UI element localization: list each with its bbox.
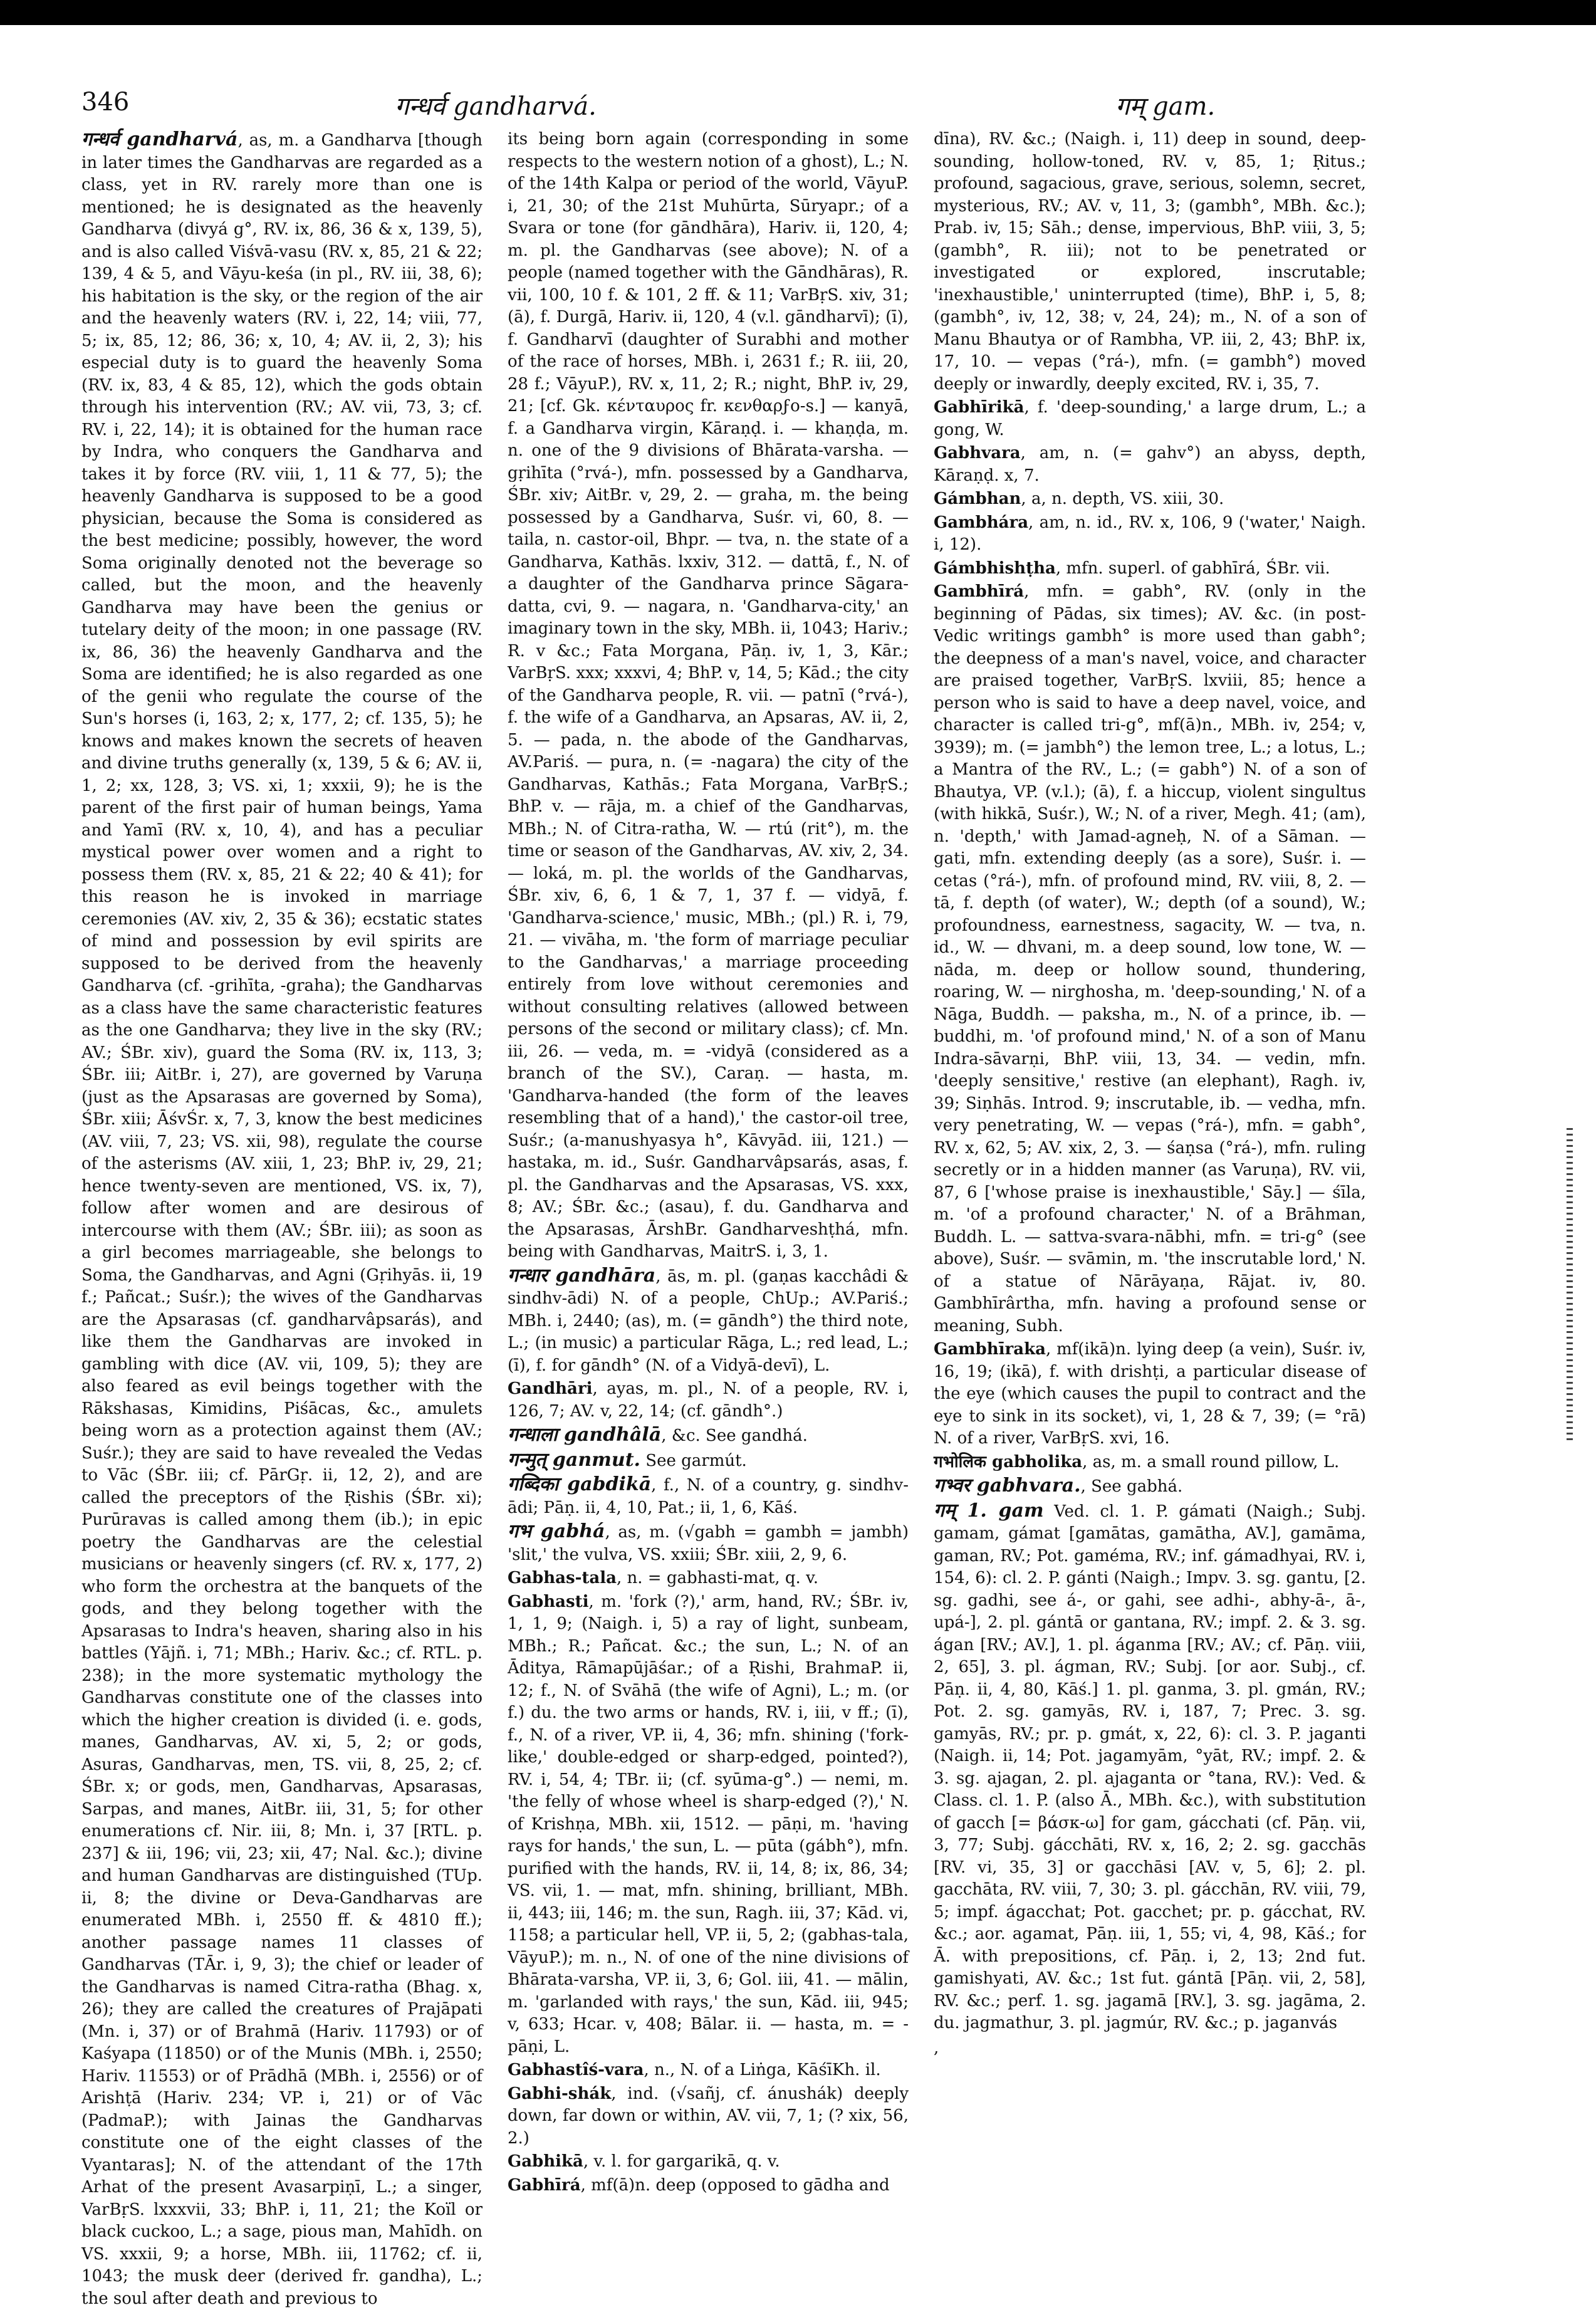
dictionary-entry: गभ gabhá, as, m. (√gabh = gambh = jambh) 'slit,' the vulva, VS. xxiii; ŚBr. xiii, 2, 9, 6.: [508, 1520, 909, 1564]
dictionary-entry: Gabhas-tala, n. = gabhasti-mat, q. v.: [508, 1569, 818, 1587]
entry-text: mf(ā)n. deep (opposed to gādha and: [591, 2175, 890, 2195]
dictionary-entry-continued: [508, 128, 909, 1263]
dictionary-entry: Gámbhishṭha, mfn. superl. of gabhīrá, ŚBr. vii.: [934, 558, 1330, 578]
entry-text: Ved. cl. 1. P. gámati (Naigh.; Subj. gamam, gámat [gamātas, gamātha, AV.], gamāma, gaman, RV.; Pot. gaméma, RV.; inf. gámadhyai, RV. i, 154, 6): cl. 2. P. gánti (Naigh.; Impv. 3. sg. gantu, [2. sg. gadhi, see á-, or gahi, see adhi-, abhy-ā-, ā-, upá-], 2. pl. gántā or gantana, RV.; impf. 2. & 3. sg. ágan [RV.; AV.], 1. pl. áganma [RV.; AV.; cf. Pāṇ. viii, 2, 65], 3. pl. ágman, RV.; Subj. [or aor. Subj., cf. Pāṇ. ii, 4, 80, Kāś.] 1. pl. ganma, 3. pl. gmán, RV.; Pot. 2. sg. gamyās, RV. i, 187, 7; Prec. 3. sg. gamyās, RV.; pr. p. gmát, x, 22, 6): cl. 3. P. jaganti (Naigh. ii, 14; Pot. jagamyām, °yāt, RV.; impf. 2. & 3. sg. ajagan, 2. pl. ajaganta or °tana, RV.): Ved. & Class. cl. 1. P. (also Ā., MBh. &c.), with substitution of gacch [= βάσκ-ω] for gam, gácchati (cf. Pāṇ. vii, 3, 77; Subj. gácchāti, RV. x, 16, 2; 2. sg. gacchās [RV. vi, 35, 3] or gacchāsi [AV. v, 5, 6]; 2. pl. gacchāta, RV. viii, 7, 30; 3. pl. gácchān, RV. viii, 79, 5; impf. ágacchat; Pot. gacchet; pr. p. gácchat, RV. &c.; aor. agamat, Pāṇ. iii, 1, 55; vi, 4, 98, Kāś.; for Ā. with prepositions, cf. Pāṇ. i, 2, 13; 2nd fut. gamishyati, AV. &c.; 1st fut. gántā [Pāṇ. vii, 2, 58], RV. &c.; perf. 1. sg. jagamā [RV.], 3. sg. jagāma, 2. du. jagmathur, 3. pl. jagmúr, RV. &c.; p. jaganvás: [934, 1502, 1366, 2032]
entry-headword: गब्दिका gabdikā: [508, 1473, 652, 1495]
entry-headword: गन्धर्व gandharvá: [81, 128, 238, 150]
entry-text: m. 'fork (?),' arm, hand, RV.; ŚBr. iv, 1, 1, 9; (Naigh. i, 5) a ray of light, sunbeam, MBh.; R.; Pañcat. &c.; the sun, L.; N. of an Āditya, Rāmapūjāśar.; of a Ṛishi, BrahmaP. ii, 12; f., N. of Svāhā (the wife of Agni), L.; m. (or f.) du. the two arms or hands, RV. i, iii, v ff.; (ī), f., N. of a river, VP. ii, 4, 36; mfn. shining ('fork-like,' double-edged or sharp-edged, pointed?), RV. i, 54, 4; TBr. ii; (cf. syūma-g°.) — nemi, m. 'the felly of whose wheel is sharp-edged (?),' N. of Krishṇa, MBh. xii, 1512. — pāṇi, m. 'having rays for hands,' the sun, L. — pūta (gábh°), mfn. purified with the hands, RV. ii, 14, 8; ix, 86, 34; VS. vii, 1. — mat, mfn. shining, brilliant, MBh. ii, 443; iii, 146; m. the sun, Ragh. iii, 37; Kād. vi, 1158; a particular hell, VP. ii, 5, 2; (gabhas-tala, VāyuP.); m. n., N. of one of the nine divisions of Bhārata-varsha, VP. ii, 3, 6; Gol. iii, 41. — mālin, m. 'garlanded with rays,' the sun, Kād. iii, 945; v, 633; Hcar. v, 408; Bālar. ii. — hasta, m. = -pāṇi, L.: [508, 1592, 909, 2056]
dictionary-entry-continued: [934, 128, 1366, 395]
entry-headword: Gabhasti: [508, 1592, 589, 1611]
left-running-head: गन्धर्व gandharvá.: [395, 92, 597, 121]
dictionary-entry: Gabhīrá, mf(ā)n. deep (opposed to gādha and: [508, 2175, 890, 2195]
entry-text: mfn. = gabh°, RV. (only in the beginning of Pādas, six times); AV. &c. (in post-Vedic writings gambh° is more used than gabh°; the deepness of a man's navel, voice, and character are praised together, VarBṛS. lxviii, 85; hence a person who is said to have a deep navel, voice, and character is called tri-g°, mf(ā)n., MBh. iv, 254; v, 3939); m. (= jambh°) the lemon tree, L.; a lotus, L.; a Mantra of the RV., L.; (= gabh°) N. of a son of Bhautya, VP. (v.l.); (ā), f. a hiccup, violent singultus (with hikkā, Suśr.), W.; N. of a river, Megh. 41; (am), n. 'depth,' with Jamad-agneḥ, N. of a Sāman. — gati, mfn. extending deeply (as a sore), Suśr. i. — cetas (°rá-), mfn. of profound mind, RV. viii, 8, 2. — tā, f. depth (of water), W.; depth (of a sound), W.; profoundness, earnestness, sagacity, W. — tva, n. id., W. — dhvani, m. a deep sound, low tone, W. — nāda, m. deep or hollow sound, thundering, roaring, W. — nirghosha, m. 'deep-sounding,' N. of a Nāga, Buddh. — paksha, m., N. of a prince, ib. — buddhi, m. 'of profound mind,' N. of a son of Manu Indra-sāvarṇi, BhP. viii, 13, 34. — vedin, mfn. 'deeply sensitive,' restive (an elephant), Ragh. iv, 39; Siṇhās. Introd. 9; inscrutable, ib. — vedha, mfn. very penetrating, W. — vepas (°rá-), mfn. = gabh°, RV. x, 62, 5; AV. xix, 2, 3. — śaṇsa (°rá-), mfn. ruling secretly or in a hidden manner (as Varuṇa), RV. vii, 87, 6 ['whose praise is inexhaustible,' Sāy.] — śīla, m. 'of a profound character,' N. of a Brāhman, Buddh. L. — sattva-svara-nābhi, mfn. = tri-g° (see above), Suśr. — svāmin, m. 'the inscrutable lord,' N. of a statue of Nārāyaṇa, Rājat. iv, 80. Gambhīrârtha, mfn. having a profound sense or meaning, Subh.: [934, 582, 1366, 1335]
dictionary-entry: गन्धार gandhāra, ās, m. pl. (gaṇas kacchâdi & sindhv-ādi) N. of a people, ChUp.; AV.Pariś.; MBh. i, 2440; (as), m. (= gāndh°) the third note, L.; (in music) a particular Rāga, L.; red lead, L.; (ī), f. for gāndh° (N. of a Vidyā-devī), L.: [508, 1264, 909, 1375]
scan-edge-mark: [1567, 1128, 1573, 1441]
entry-headword: गभ gabhá: [508, 1520, 605, 1542]
dictionary-entry: गन्धर्व gandharvá, as, m. a Gandharva [though in later times the Gandharvas are regarded as a class, yet in RV. rarely more than one is mentioned; he is designated as the heavenly Gandharva (divyá g°, RV. ix, 86, 36 & x, 139, 5), and is also called Viśvā-vasu (RV. x, 85, 21 & 22; 139, 4 & 5, and Vāyu-keśa (in pl., RV. iii, 38, 6); his habitation is the sky, or the region of the air and the heavenly waters (RV. i, 22, 14; viii, 77, 5; ix, 85, 12; 86, 36; x, 10, 4; AV. ii, 2, 3); his especial duty is to guard the heavenly Soma (RV. ix, 83, 4 & 85, 12), which the gods obtain through his intervention (RV.; AV. vii, 73, 3; cf. RV. i, 22, 14); it is obtained for the human race by Indra, who conquers the Gandharva and takes it by force (RV. viii, 1, 11 & 77, 5); the heavenly Gandharva is supposed to be a good physician, because the Soma is considered as the best medicine; possibly, however, the word Soma originally denoted not the beverage so called, but the moon, and the heavenly Gandharva may have been the genius or tutelary deity of the moon; in one passage (RV. ix, 86, 36) the heavenly Gandharva and the Soma are identified; he is also regarded as one of the genii who regulate the course of the Sun's horses (i, 163, 2; x, 177, 2; cf. 135, 5); he knows and makes known the secrets of heaven and divine truths generally (x, 139, 5 & 6; AV. ii, 1, 2; xx, 128, 3; VS. xi, 1; xxxii, 9); he is the parent of the first pair of human beings, Yama and Yamī (RV. x, 10, 4), and has a peculiar mystical power over women and a right to possess them (RV. x, 85, 21 & 22; 40 & 41); for this reason he is invoked in marriage ceremonies (AV. xiv, 2, 35 & 36); ecstatic states of mind and possession by evil spirits are supposed to be derived from the heavenly Gandharva (cf. -grihīta, -graha); the Gandharvas as a class have the same characteristic features as the one Gandharva; they live in the sky (RV.; AV.; ŚBr. xiv), guard the Soma (RV. ix, 113, 3; ŚBr. iii; AitBr. i, 27), are governed by Varuṇa (just as the Apsarasas are governed by Soma), ŚBr. xiii; ĀśvŚr. x, 7, 3, know the best medicines (AV. viii, 7, 23; VS. xii, 98), regulate the course of the asterisms (AV. xiii, 1, 23; BhP. iv, 29, 21; hence twenty-seven are mentioned, VS. ix, 7), follow after women and are desirous of intercourse with them (AV.; ŚBr. iii); as soon as a girl becomes marriageable, she belongs to Soma, the Gandharvas, and Agni (Gṛihyās. ii, 19 f.; Pañcat.; Suśr.); the wives of the Gandharvas are the Apsarasas (cf. gandharvâpsarás), and like them the Gandharvas are invoked in gambling with dice (AV. vii, 109, 5); they are also feared as evil beings together with the Rākshasas, Kimidins, Piśācas, &c., amulets being worn as a protection against them (AV.; Suśr.); they are said to have revealed the Vedas to Vāc (ŚBr. iii; cf. PārGṛ. ii, 12, 2), and are called the preceptors of the Ṛishis (ŚBr. xi); Purūravas is called among them (ib.); in epic poetry the Gandharvas are the celestial musicians or heavenly singers (cf. RV. x, 177, 2) who form the orchestra at the banquets of the gods, and they belong together with the Apsarasas to Indra's heaven, sharing also in his battles (Yājñ. i, 71; MBh.; Hariv. &c.; cf. RTL. p. 238); in the more systematic mythology the Gandharvas constitute one of the classes into which the higher creation is divided (i. e. gods, manes, Gandharvas, AV. xi, 5, 2; or gods, Asuras, Gandharvas, men, TS. vii, 8, 25, 2; cf. ŚBr. x; or gods, men, Gandharvas, Apsarasas, Sarpas, and manes, AitBr. iii, 31, 5; for other enumerations cf. Nir. iii, 8; Mn. i, 37 [RTL. p. 237] & iii, 196; vii, 23; xii, 47; Nal. &c.); divine and human Gandharvas are distinguished (TUp. ii, 8; the divine or Deva-Gandharvas are enumerated MBh. i, 2550 ff. & 4810 ff.); another passage names 11 classes of Gandharvas (TĀr. i, 9, 3); the chief or leader of the Gandharvas is named Citra-ratha (Bhag. x, 26); they are called the creatures of Prajāpati (Mn. i, 37) or of Brahmā (Hariv. 11793) or of Kaśyapa (11850) or of the Munis (MBh. i, 2550; Hariv. 11553) or of Prādhā (MBh. i, 2556) or of Arishṭā (Hariv. 234; VP. i, 21) or of Vāc (PadmaP.); with Jainas the Gandharvas constitute one of the eight classes of the Vyantaras]; N. of the attendant of the 17th Arhat of the present Avasarpiṇī, L.; a singer, VarBṛS. lxxxvii, 33; BhP. i, 11, 21; the Koïl or black cuckoo, L.; a sage, pious man, Mahīdh. on VS. xxxii, 9; a horse, MBh. iii, 11762; cf. ii, 1043; the musk deer (derived fr. gandha), L.; the soul after death and previous to: [81, 128, 483, 2308]
entry-headword: गम् 1. gam: [934, 1499, 1044, 1522]
entry-text: ās, m. pl. (gaṇas kacchâdi & sindhv-ādi) N. of a people, ChUp.; AV.Pariś.; MBh. i, 2440; (as), m. (= gāndh°) the third note, L.; (in music) a particular Rāga, L.; red lead, L.; (ī), f. for gāndh° (N. of a Vidyā-devī), L.: [508, 1267, 909, 1375]
entry-headword: Gambhīrá: [934, 582, 1025, 601]
entry-text: am, n. (= gahv°) an abyss, depth, Kāraṇḍ. x, 7.: [934, 444, 1366, 485]
entry-text: mfn. superl. of gabhīrá, ŚBr. vii.: [1066, 558, 1330, 578]
dictionary-entry: Gambhára, am, n. id., RV. x, 106, 9 ('water,' Naigh. i, 12).: [934, 513, 1366, 554]
entry-text: am, n. id., RV. x, 106, 9 ('water,' Naigh. i, 12).: [934, 513, 1366, 554]
entry-text: &c. See gandhá.: [671, 1426, 808, 1445]
entry-text: n. = gabhasti-mat, q. v.: [627, 1569, 818, 1587]
entry-text: as, m. a small round pillow, L.: [1092, 1452, 1340, 1471]
entry-headword: गन्धार gandhāra: [508, 1264, 656, 1287]
entry-text: See garmút.: [645, 1451, 747, 1470]
entry-headword: गभोलिक gabholika: [934, 1452, 1083, 1471]
entry-text: a, n. depth, VS. xiii, 30.: [1031, 489, 1224, 508]
entry-text: See gabhá.: [1091, 1477, 1183, 1496]
dictionary-entry: Gabhi-shák, ind. (√sañj, cf. ánushák) deeply down, far down or within, AV. vii, 7, 1; (? xix, 56, 2.): [508, 2084, 909, 2148]
entry-headword: Gambhīraka: [934, 1340, 1046, 1359]
dictionary-entry: Gabhikā, v. l. for gargarikā, q. v.: [508, 2152, 780, 2171]
dictionary-entry: Gambhīraka, mf(ikā)n. lying deep (a vein), Suśr. iv, 16, 19; (ikā), f. with drishṭi, a particular disease of the eye (which causes the pupil to contract and the eye to sink in its socket), vi, 1, 28 & 7, 39; (= °rā) N. of a river, VarBṛS. xvi, 16.: [934, 1340, 1366, 1448]
dictionary-entry: Gabhvara, am, n. (= gahv°) an abyss, depth, Kāraṇḍ. x, 7.: [934, 444, 1366, 485]
dictionary-entry: Gabhasti, m. 'fork (?),' arm, hand, RV.; ŚBr. iv, 1, 1, 9; (Naigh. i, 5) a ray of light, sunbeam, MBh.; R.; Pañcat. &c.; the sun, L.; N. of an Āditya, Rāmapūjāśar.; of a Ṛishi, BrahmaP. ii, 12; f., N. of Svāhā (the wife of Agni), L.; m. (or f.) du. the two arms or hands, RV. i, iii, v ff.; (ī), f., N. of a river, VP. ii, 4, 36; mfn. shining ('fork-like,' double-edged or sharp-edged, pointed?), RV. i, 54, 4; TBr. ii; (cf. syūma-g°.) — nemi, m. 'the felly of whose wheel is sharp-edged (?),' N. of Krishṇa, MBh. xii, 1512. — pāṇi, m. 'having rays for hands,' the sun, L. — pūta (gábh°), mfn. purified with the hands, RV. ii, 14, 8; ix, 86, 34; VS. vii, 1. — mat, mfn. shining, brilliant, MBh. ii, 443; iii, 146; m. the sun, Ragh. iii, 37; Kād. vi, 1158; a particular hell, VP. ii, 5, 2; (gabhas-tala, VāyuP.); m. n., N. of one of the nine divisions of Bhārata-varsha, VP. ii, 3, 6; Gol. iii, 41. — mālin, m. 'garlanded with rays,' the sun, Kād. iii, 945; v, 633; Hcar. v, 408; Bālar. ii. — hasta, m. = -pāṇi, L.: [508, 1592, 909, 2056]
dictionary-entry: Gandhāri, ayas, m. pl., N. of a people, RV. i, 126, 7; AV. v, 22, 14; (cf. gāndh°.): [508, 1379, 909, 1421]
entry-headword: Gabhīrá: [508, 2175, 581, 2195]
entry-text: n., N. of a Liṅga, KāśīKh. il.: [654, 2061, 881, 2079]
entry-headword: Gabhvara: [934, 444, 1021, 463]
entry-text: dīna), RV. &c.; (Naigh. i, 11) deep in sound, deep-sounding, hollow-toned, RV. v, 85, 1; Ṛitus.; profound, sagacious, grave, serious, solemn, secret, mysterious, RV.; AV. v, 11, 3; (gambh°, MBh. &c.); Prab. iv, 15; Sāh.; dense, impervious, BhP. viii, 3, 5; (gambh°, R. iii); not to be penetrated or investigated or explored, inscrutable; 'inexhaustible,' uninterrupted (time), BhP. i, 5, 8; (gambh°, iv, 12, 38; v, 24, 24); m., N. of a son of Manu Bhautya or of Rambha, VP. iii, 2, 43; BhP. ix, 17, 10. — vepas (°rá-), mfn. (= gambh°) moved deeply or inwardly, deeply excited, RV. i, 35, 7.: [934, 130, 1366, 394]
entry-text: as, m. (√gabh = gambh = jambh) 'slit,' the vulva, VS. xxiii; ŚBr. xiii, 2, 9, 6.: [508, 1523, 909, 1564]
dictionary-entry: Gambhīrá, mfn. = gabh°, RV. (only in the beginning of Pādas, six times); AV. &c. (in post-Vedic writings gambh° is more used than gabh°; the deepness of a man's navel, voice, and character are praised together, VarBṛS. lxviii, 85; hence a person who is said to have a deep navel, voice, and character is called tri-g°, mf(ā)n., MBh. iv, 254; v, 3939); m. (= jambh°) the lemon tree, L.; a lotus, L.; a Mantra of the RV., L.; (= gabh°) N. of a son of Bhautya, VP. (v.l.); (ā), f. a hiccup, violent singultus (with hikkā, Suśr.), W.; N. of a river, Megh. 41; (am), n. 'depth,' with Jamad-agneḥ, N. of a Sāman. — gati, mfn. extending deeply (as a sore), Suśr. i. — cetas (°rá-), mfn. of profound mind, RV. viii, 8, 2. — tā, f. depth (of water), W.; depth (of a sound), W.; profoundness, earnestness, sagacity, W. — tva, n. id., W. — dhvani, m. a deep sound, low tone, W. — nāda, m. deep or hollow sound, thundering, roaring, W. — nirghosha, m. 'deep-sounding,' N. of a Nāga, Buddh. — paksha, m., N. of a prince, ib. — buddhi, m. 'of profound mind,' N. of a son of Manu Indra-sāvarṇi, BhP. viii, 13, 34. — vedin, mfn. 'deeply sensitive,' restive (an elephant), Ragh. iv, 39; Siṇhās. Introd. 9; inscrutable, ib. — vedha, mfn. very penetrating, W. — vepas (°rá-), mfn. = gabh°, RV. x, 62, 5; AV. xix, 2, 3. — śaṇsa (°rá-), mfn. ruling secretly or in a hidden manner (as Varuṇa), RV. vii, 87, 6 ['whose praise is inexhaustible,' Sāy.] — śīla, m. 'of a profound character,' N. of a Brāhman, Buddh. L. — sattva-svara-nābhi, mfn. = tri-g° (see above), Suśr. — svāmin, m. 'the inscrutable lord,' N. of a statue of Nārāyaṇa, Rājat. iv, 80. Gambhīrârtha, mfn. having a profound sense or meaning, Subh.: [934, 582, 1366, 1335]
entry-headword: गन्धाला gandhâlā: [508, 1424, 662, 1446]
entry-text: ind. (√sañj, cf. ánushák) deeply down, far down or within, AV. vii, 7, 1; (? xix, 56, 2.): [508, 2084, 909, 2148]
dictionary-entry: [934, 1500, 1366, 2035]
running-header: [81, 88, 1523, 125]
entry-headword: Gabhīrikā: [934, 398, 1025, 417]
dictionary-entry: Gámbhan, a, n. depth, VS. xiii, 30.: [934, 489, 1224, 508]
dictionary-entry: गब्दिका gabdikā, f., N. of a country, g. sindhv-ādi; Pāṇ. ii, 4, 10, Pat.; ii, 1, 6, Kāś.: [508, 1473, 909, 1517]
entry-headword: Gabhastîś-vara: [508, 2061, 644, 2079]
column-1: [81, 128, 483, 2308]
entry-text: f. 'deep-sounding,' a large drum, L.; a gong, W.: [934, 398, 1367, 439]
entry-headword: गभ्वर gabhvara.: [934, 1475, 1081, 1497]
dictionary-entry: गन्धाला gandhâlā, &c. See gandhá.: [508, 1424, 808, 1446]
column-3: [934, 128, 1367, 2057]
entry-text: mf(ikā)n. lying deep (a vein), Suśr. iv, 16, 19; (ikā), f. with drishṭi, a particular disease of the eye (which causes the pupil to contract and the eye to sink in its socket), vi, 1, 28 & 7, 39; (= °rā) N. of a river, VarBṛS. xvi, 16.: [934, 1340, 1366, 1448]
entry-headword: Gabhas-tala: [508, 1569, 617, 1587]
entry-text: v. l. for gargarikā, q. v.: [593, 2152, 780, 2171]
entry-text: ayas, m. pl., N. of a people, RV. i, 126, 7; AV. v, 22, 14; (cf. gāndh°.): [508, 1379, 909, 1421]
dictionary-entry: गभ्वर gabhvara., See gabhá.: [934, 1475, 1183, 1497]
dictionary-entry: Gabhastîś-vara, n., N. of a Liṅga, KāśīKh. il.: [508, 2061, 881, 2079]
entry-text: its being born again (corresponding in some respects to the western notion of a ghost), L.; N. of the 14th Kalpa or period of the world, VāyuP. i, 21, 30; of the 21st Muhūrta, Sūryapr.; of a Svara or tone (for gāndhāra), Hariv. ii, 120, 4; m. pl. the Gandharvas (see above); N. of a people (named together with the Gāndhāras), R. vii, 100, 10 f. & 101, 2 ff. & 11; VarBṛS. xiv, 31; (ā), f. Durgā, Hariv. ii, 120, 4 (v.l. gāndharvī); (ī), f. Gandharvī (daughter of Surabhi and mother of the race of horses, MBh. i, 2631 f.; R. iii, 20, 28 f.; VāyuP.), RV. x, 11, 2; R.; night, BhP. iv, 29, 21; [cf. Gk. κένταυρος fr. κενθαρϝο-s.] — kanyā, f. a Gandharva virgin, Kāraṇḍ. i. — khaṇḍa, m. n. one of the 9 divisions of Bhārata-varsha. — gṛihīta (°rvá-), mfn. possessed by a Gandharva, ŚBr. xiv; AitBr. v, 29, 2. — graha, m. the being possessed by a Gandharva, Suśr. vi, 60, 8. — taila, n. castor-oil, Bhpr. — tva, n. the state of a Gandharva, Kathās. lxxiv, 312. — dattā, f., N. of a daughter of the Gandharva prince Sāgara-datta, cvi, 9. — nagara, n. 'Gandharva-city,' an imaginary town in the sky, MBh. ii, 1043; Hariv.; R. v &c.; Fata Morgana, Pāṇ. iv, 1, 3, Kār.; VarBṛS. xxx; xxxvi, 4; BhP. v, 14, 5; Kād.; the city of the Gandharva people, R. vii. — patnī (°rvá-), f. the wife of a Gandharva, an Apsaras, AV. ii, 2, 5. — pada, n. the abode of the Gandharvas, AV.Pariś. — pura, n. (= -nagara) the city of the Gandharvas, Kathās.; Fata Morgana, VarBṛS.; BhP. v. — rāja, m. a chief of the Gandharvas, MBh.; N. of Citra-ratha, W. — rtú (rit°), m. the time or season of the Gandharvas, AV. xiv, 2, 34. — loká, m. pl. the worlds of the Gandharvas, ŚBr. xiv, 6, 6, 1 & 7, 1, 37 f. — vidyā, f. 'Gandharva-science,' music, MBh.; (pl.) R. i, 79, 21. — vivāha, m. 'the form of marriage peculiar to the Gandharvas,' a marriage proceeding entirely from love without ceremonies and without consulting relatives (allowed between persons of the second or military class); cf. Mn. iii, 26. — veda, m. = -vidyā (considered as a branch of the SV.), Caraṇ. — hasta, m. 'Gandharva-handed (the form of the leaves resembling that of a hand),' the castor-oil tree, Suśr.; (a-manushyasya h°, Kāvyād. iii, 121.) — hastaka, m. id., Suśr. Gandharvâpsarás, asas, f. pl. the Gandharvas and the Apsarasas, VS. xxx, 8; AV.; ŚBr. &c.; (asau), f. du. Gandharva and the Apsarasas, ĀrshBr. Gandharveshṭhá, mfn. being with Gandharvas, MaitrS. i, 3, 1.: [508, 130, 909, 1261]
entry-headword: Gandhāri: [508, 1379, 593, 1398]
entry-headword: Gambhára: [934, 513, 1029, 532]
page-top-border: [0, 0, 1596, 25]
entry-headword: Gámbhan: [934, 489, 1021, 508]
entry-headword: Gabhikā: [508, 2152, 583, 2171]
entry-text: f., N. of a country, g. sindhv-ādi; Pāṇ. ii, 4, 10, Pat.; ii, 1, 6, Kāś.: [508, 1476, 909, 1517]
dictionary-entry: गभोलिक gabholika, as, m. a small round pillow, L.: [934, 1452, 1340, 1471]
entry-text: as, m. a Gandharva [though in later times the Gandharvas are regarded as a class, yet in RV. rarely more than one is mentioned; he is designated as the heavenly Gandharva (divyá g°, RV. ix, 86, 36 & x, 139, 5), and is also called Viśvā-vasu (RV. x, 85, 21 & 22; 139, 4 & 5, and Vāyu-keśa (in pl., RV. iii, 38, 6); his habitation is the sky, or the region of the air and the heavenly waters (RV. i, 22, 14; viii, 77, 5; ix, 85, 12; 86, 36; x, 10, 4; AV. ii, 2, 3); his especial duty is to guard the heavenly Soma (RV. ix, 83, 4 & 85, 12), which the gods obtain through his intervention (RV.; AV. vii, 73, 3; cf. RV. i, 22, 14); it is obtained for the human race by Indra, who conquers the Gandharva and takes it by force (RV. viii, 1, 11 & 77, 5); the heavenly Gandharva is supposed to be a good physician, because the Soma is considered as the best medicine; possibly, however, the word Soma originally denoted not the beverage so called, but the moon, and the heavenly Gandharva may have been the genius or tutelary deity of the moon; in one passage (RV. ix, 86, 36) the heavenly Gandharva and the Soma are identified; he is also regarded as one of the genii who regulate the course of the Sun's horses (i, 163, 2; x, 177, 2; cf. 135, 5); he knows and makes known the secrets of heaven and divine truths generally (x, 139, 5 & 6; AV. ii, 1, 2; xx, 128, 3; VS. xi, 1; xxxii, 9); he is the parent of the first pair of human beings, Yama and Yamī (RV. x, 10, 4), and has a peculiar mystical power over women and a right to possess them (RV. x, 85, 21 & 22; 40 & 41); for this reason he is invoked in marriage ceremonies (AV. xiv, 2, 35 & 36); ecstatic states of mind and possession by evil spirits are supposed to be derived from the heavenly Gandharva (cf. -grihīta, -graha); the Gandharvas as a class have the same characteristic features as the one Gandharva; they live in the sky (RV.; AV.; ŚBr. xiv), guard the Soma (RV. ix, 113, 3; ŚBr. iii; AitBr. i, 27), are governed by Varuṇa (just as the Apsarasas are governed by Soma), ŚBr. xiii; ĀśvŚr. x, 7, 3, know the best medicines (AV. viii, 7, 23; VS. xii, 98), regulate the course of the asterisms (AV. xiii, 1, 23; BhP. iv, 29, 21; hence twenty-seven are mentioned, VS. ix, 7), follow after women and are desirous of intercourse with them (AV.; ŚBr. iii); as soon as a girl becomes marriageable, she belongs to Soma, the Gandharvas, and Agni (Gṛihyās. ii, 19 f.; Pañcat.; Suśr.); the wives of the Gandharvas are the Apsarasas (cf. gandharvâpsarás), and like them the Gandharvas are invoked in gambling with dice (AV. vii, 109, 5); they are also feared as evil beings together with the Rākshasas, Kimidins, Piśācas, &c., amulets being worn as a protection against them (AV.; Suśr.); they are said to have revealed the Vedas to Vāc (ŚBr. iii; cf. PārGṛ. ii, 12, 2), and are called the preceptors of the Ṛishis (ŚBr. xi); Purūravas is called among them (ib.); in epic poetry the Gandharvas are the celestial musicians or heavenly singers (cf. RV. x, 177, 2) who form the orchestra at the banquets of the gods, and they belong together with the Apsarasas to Indra's heaven, sharing also in his battles (Yājñ. i, 71; MBh.; Hariv. &c.; cf. RTL. p. 238); in the more systematic mythology the Gandharvas constitute one of the classes into which the higher creation is divided (i. e. gods, manes, Gandharvas, AV. xi, 5, 2; or gods, Asuras, Gandharvas, men, TS. vii, 8, 25, 2; cf. ŚBr. x; or gods, men, Gandharvas, Apsarasas, Sarpas, and manes, AitBr. iii, 31, 5; for other enumerations cf. Nir. iii, 8; Mn. i, 37 [RTL. p. 237] & iii, 196; vii, 23; xii, 47; Nal. &c.); divine and human Gandharvas are distinguished (TUp. ii, 8; the divine or Deva-Gandharvas are enumerated MBh. i, 2550 ff. & 4810 ff.); another passage names 11 classes of Gandharvas (TĀr. i, 9, 3); the chief or leader of the Gandharvas is named Citra-ratha (Bhag. x, 26); they are called the creatures of Prajāpati (Mn. i, 37) or of Brahmā (Hariv. 11793) or of Kaśyapa (11850) or of the Munis (MBh. i, 2550; Hariv. 11553) or of Prādhā (MBh. i, 2556) or of Arishṭā (Hariv. 234; VP. i, 21) or of Vāc (PadmaP.); with Jainas the Gandharvas constitute one of the eight classes of the Vyantaras]; N. of the attendant of the 17th Arhat of the present Avasarpiṇī, L.; a singer, VarBṛS. lxxxvii, 33; BhP. i, 11, 21; the Koïl or black cuckoo, L.; a sage, pious man, Mahīdh. on VS. xxxii, 9; a horse, MBh. iii, 11762; cf. ii, 1043; the musk deer (derived fr. gandha), L.; the soul after death and previous to: [81, 131, 483, 2308]
page-number: 346: [81, 88, 130, 117]
right-running-head: गम् gam.: [1115, 92, 1216, 121]
dictionary-entry: ,: [934, 2038, 939, 2057]
dictionary-entry: [508, 1449, 909, 1473]
column-2: [508, 128, 909, 2195]
entry-headword: Gabhi-shák: [508, 2084, 612, 2103]
dictionary-entry: Gabhīrikā, f. 'deep-sounding,' a large drum, L.; a gong, W.: [934, 398, 1367, 439]
entry-headword: Gámbhishṭha: [934, 558, 1056, 578]
entry-headword: गन्मुत् ganmut.: [508, 1448, 640, 1471]
